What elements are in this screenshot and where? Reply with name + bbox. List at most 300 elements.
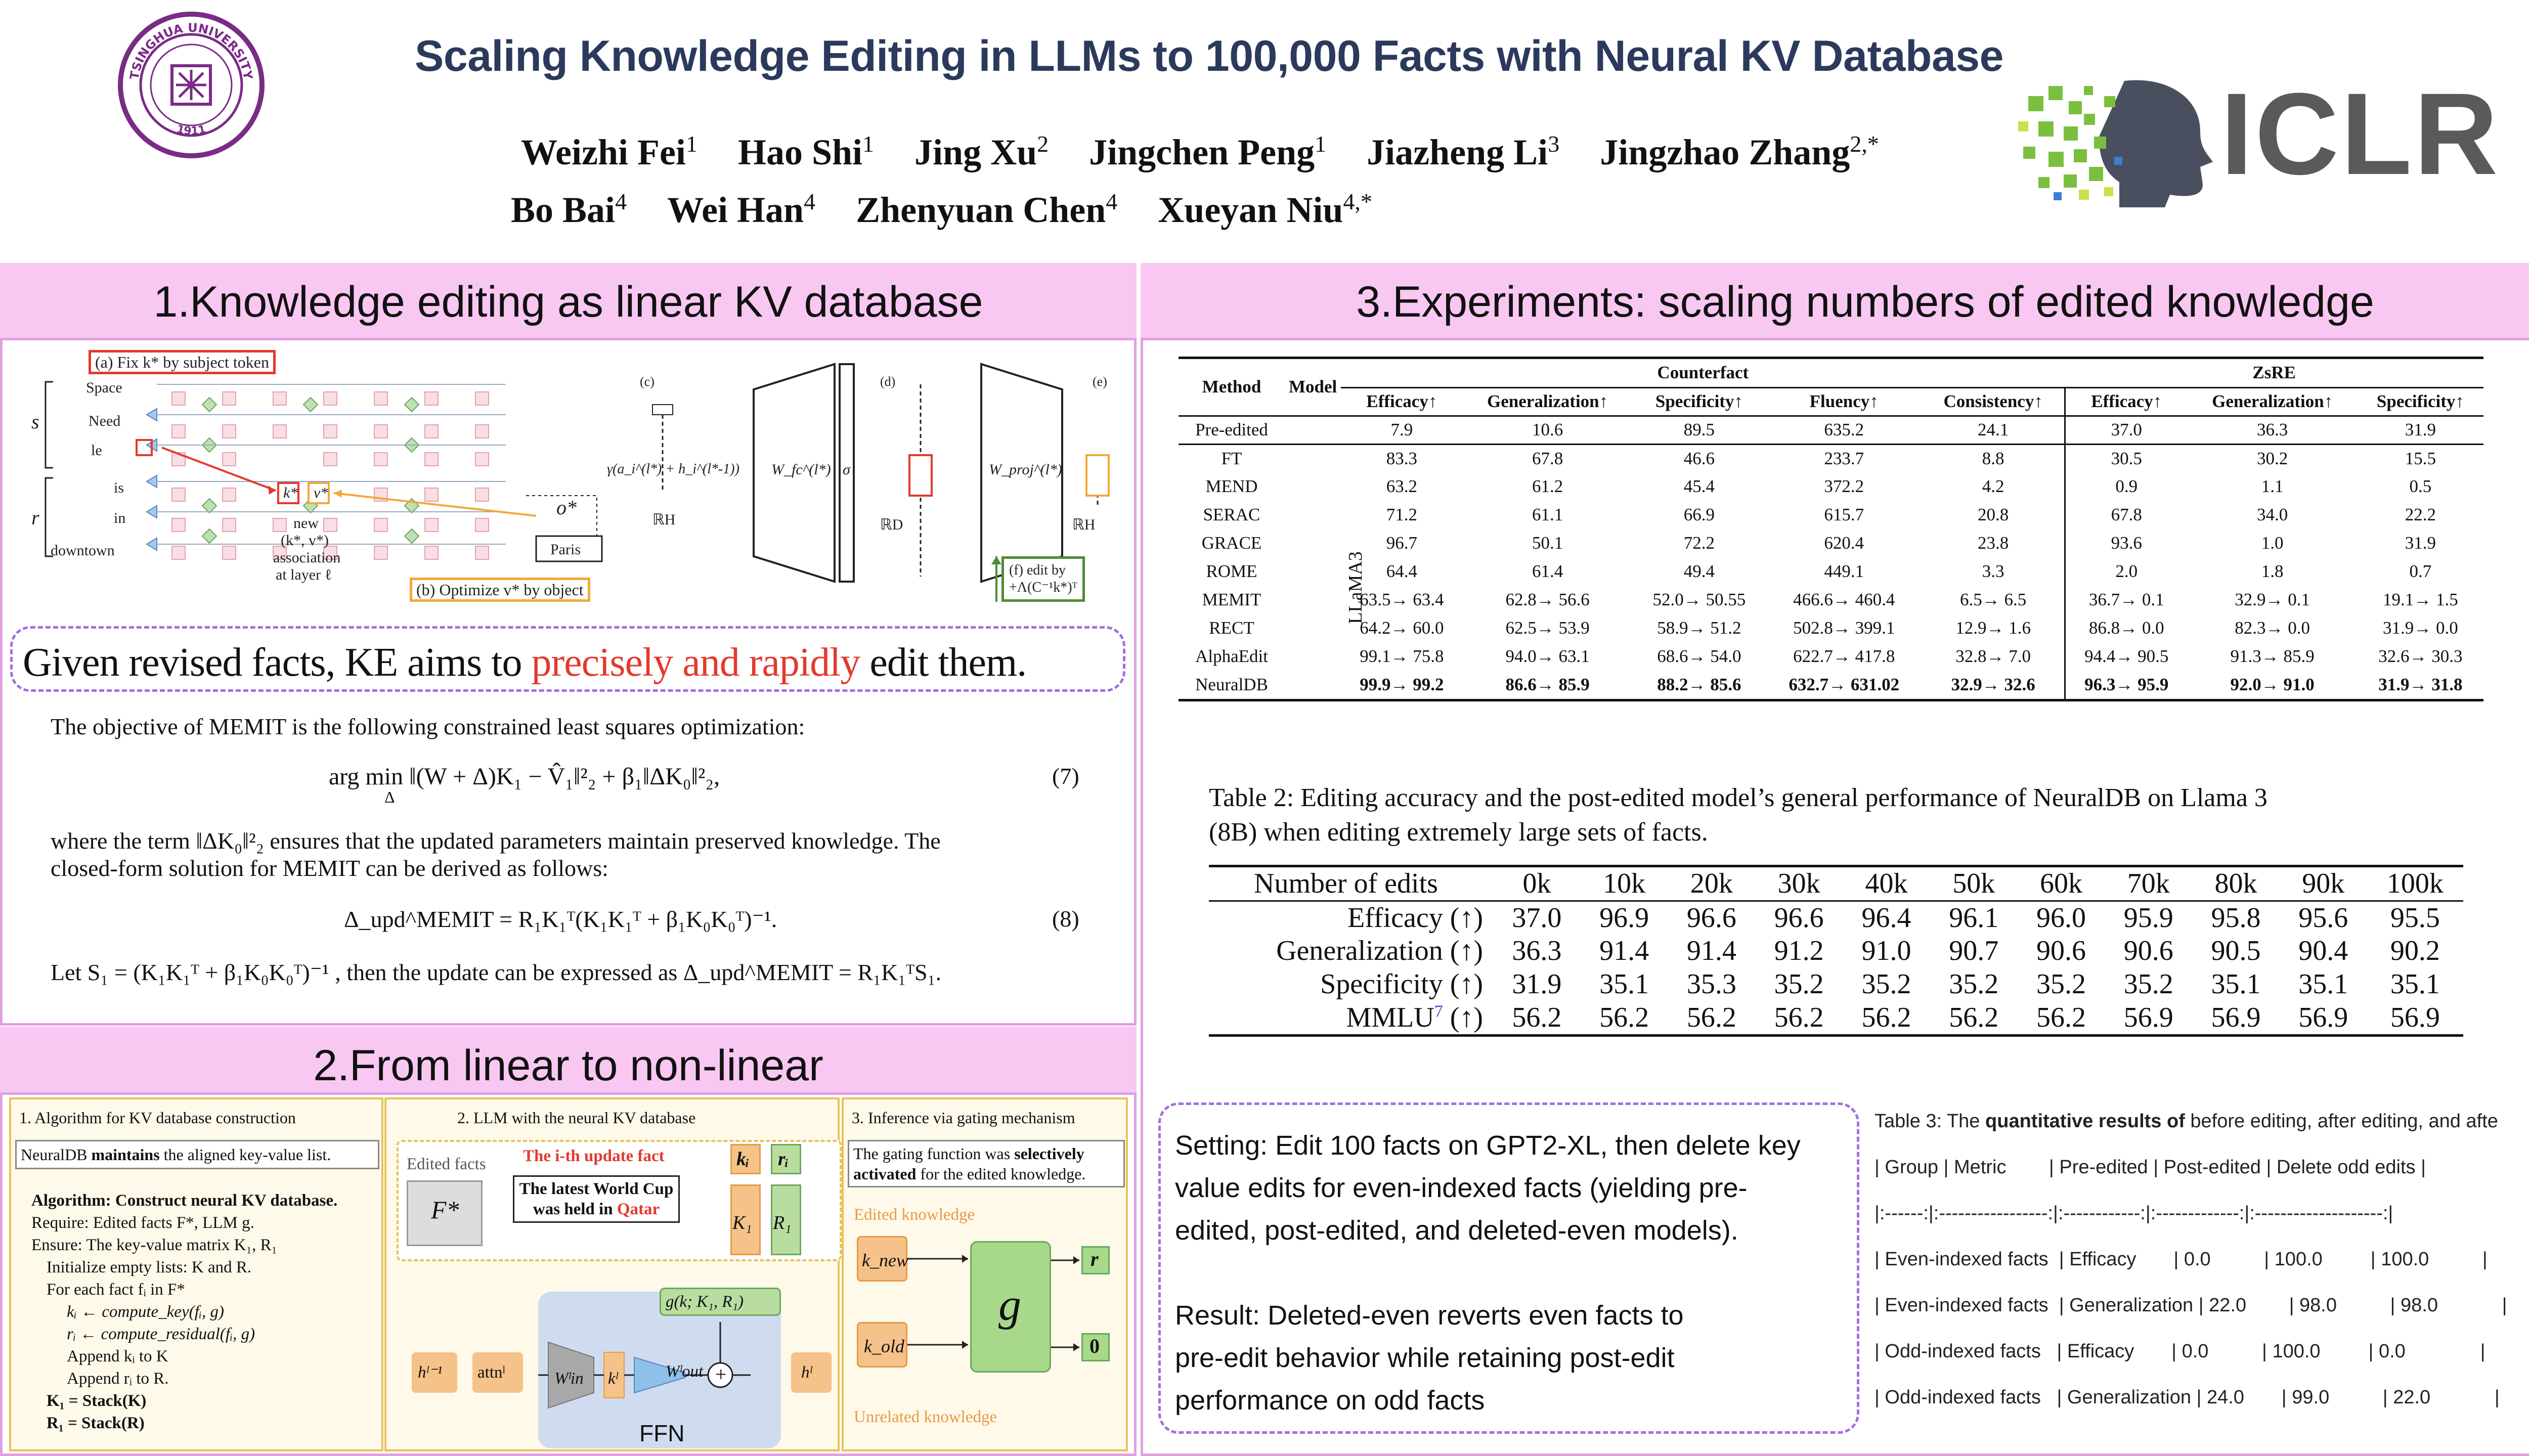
author-name-text: Jingzhao Zhang — [1600, 132, 1850, 172]
scale-row-label: MMLU$^7$ (↑) — [1346, 1002, 1483, 1033]
scale-table — [1209, 867, 2463, 1034]
value-cell: 94.0→ 63.1 — [1505, 646, 1590, 666]
value-cell: 0.7 — [2409, 561, 2432, 581]
value-cell: 30.2 — [2257, 448, 2288, 468]
edited-facts-label: Edited facts — [407, 1155, 486, 1173]
world-cup-box — [513, 1175, 680, 1223]
author-name-text: Jing Xu — [914, 132, 1037, 172]
zero-out-label: 0 — [1089, 1335, 1100, 1357]
value-cell: 615.7 — [1824, 505, 1864, 524]
value-cell: 64.2→ 60.0 — [1360, 618, 1444, 638]
scale-value-cell: 35.2 — [1861, 968, 1911, 1000]
author-name — [914, 132, 1049, 172]
r-out-label: r — [1091, 1248, 1099, 1270]
scale-value-cell: 90.6 — [2036, 935, 2086, 966]
fig-new-assoc: association — [273, 549, 341, 566]
scale-header-cell: 60k — [2039, 868, 2082, 900]
method-cell: NeuralDB — [1195, 675, 1268, 694]
author-name — [521, 132, 697, 172]
value-cell: 62.5→ 53.9 — [1505, 618, 1590, 638]
algorithm-line: Append rᵢ to R. — [67, 1370, 169, 1388]
fig-label-b: (b) Optimize v* by object — [410, 578, 590, 602]
table2-caption: Table 2: Editing accuracy and the post-edited model’s general performance of NeuralDB on Llama 3 — [1209, 783, 2268, 812]
table-row — [1179, 501, 2483, 529]
fig-k-star: k* — [283, 484, 298, 501]
value-cell: 82.3→ 0.0 — [2235, 618, 2310, 638]
fig-token: Space — [86, 379, 122, 396]
fig-label-c: (c) — [640, 374, 655, 389]
table3-line: | Even-indexed facts | Efficacy | 0.0 | 100.0 | 100.0 | — [1874, 1249, 2488, 1270]
model-cell — [1285, 614, 1341, 642]
value-cell: 7.9 — [1390, 420, 1413, 439]
scale-value-cell: 96.1 — [1949, 902, 1999, 934]
memit-paragraph: The objective of MEMIT is the following constrained least squares optimization: — [51, 714, 805, 739]
author-name-text: Wei Han — [667, 190, 804, 230]
value-cell: 6.5→ 6.5 — [1960, 590, 2027, 609]
method-cell: MEMIT — [1202, 590, 1261, 609]
scale-value-cell: 95.5 — [2390, 902, 2440, 934]
model-cell — [1285, 472, 1341, 501]
equation-7: arg min ‖(W + Δ)K₁ − V̂₁‖²₂ + β₁‖ΔK₀‖²₂, — [329, 763, 720, 790]
scale-row-label: Specificity (↑) — [1320, 968, 1483, 1000]
scale-header-cell: 70k — [2127, 868, 2170, 900]
fig-new-assoc: new — [293, 515, 319, 532]
results-table-wrap — [1179, 357, 2483, 701]
scale-value-cell: 35.2 — [2036, 968, 2086, 1000]
iclr-head-icon — [2018, 66, 2236, 207]
scale-row-label: Generalization (↑) — [1276, 935, 1483, 966]
author-name — [1367, 132, 1559, 172]
value-cell: 3.3 — [1982, 561, 2004, 581]
fig-label-f-line: +Λ(C⁻¹k*)ᵀ — [1009, 580, 1077, 595]
value-cell: 37.0 — [2065, 416, 2187, 444]
method-cell: GRACE — [1201, 533, 1262, 553]
table3-line: |:------:|:-----------------:|:------------:|:-------------:|:--------------------:| — [1874, 1203, 2393, 1224]
statement-highlight: precisely and rapidly — [531, 640, 860, 685]
gating-panel-title: 3. Inference via gating mechanism — [852, 1109, 1075, 1127]
section1-header — [0, 263, 1137, 339]
scale-value-cell: 56.2 — [1861, 1002, 1911, 1033]
maintains-post: the aligned key-value list. — [159, 1145, 331, 1164]
model-cell — [1285, 444, 1341, 472]
fig-token: le — [91, 442, 102, 459]
section3-title: 3.Experiments: scaling numbers of edited knowledge — [1356, 278, 2374, 326]
memit-paragraph: closed-form solution for MEMIT can be derived as follows: — [51, 855, 608, 881]
scale-header-cell: 40k — [1865, 868, 1908, 900]
algorithm-listing — [31, 1189, 337, 1434]
algorithm-panel — [9, 1097, 383, 1451]
table-row — [1179, 586, 2483, 614]
scale-value-cell: 56.2 — [1949, 1002, 1999, 1033]
author-affiliation: 1 — [1315, 131, 1327, 157]
value-cell: 31.9 — [2405, 533, 2436, 553]
author-name-text: Zhenyuan Chen — [856, 190, 1106, 230]
value-cell: 0.5 — [2409, 476, 2432, 496]
author-name-text: Xueyan Niu — [1158, 190, 1343, 230]
group-counterfact: Counterfact — [1341, 359, 2065, 387]
model-cell — [1285, 557, 1341, 586]
value-cell: 635.2 — [1824, 420, 1864, 439]
value-cell: 19.1→ 1.5 — [2383, 590, 2458, 609]
scale-row — [1209, 901, 2463, 934]
value-cell: 10.6 — [1532, 420, 1563, 439]
scale-header-cell: 80k — [2214, 868, 2257, 900]
col-method: Method — [1202, 377, 1261, 397]
setting-line: Setting: Edit 100 facts on GPT2-XL, then delete key — [1175, 1130, 1801, 1161]
world-cup-place: Qatar — [617, 1200, 660, 1218]
scale-header-cell: 30k — [1777, 868, 1820, 900]
value-cell: 12.9→ 1.6 — [1955, 618, 2031, 638]
value-cell: 0.9 — [2065, 472, 2187, 501]
algorithm-line: Algorithm: Construct neural KV database. — [31, 1192, 338, 1210]
fig-token: in — [114, 510, 126, 526]
table-row — [1179, 416, 2483, 444]
figure-memit — [10, 344, 1123, 627]
table-row — [1179, 472, 2483, 501]
algorithm-line: rᵢ ← compute_residual(fᵢ, g) — [67, 1325, 255, 1343]
iclr-wordmark: ICLR — [2220, 69, 2500, 199]
method-cell: Pre-edited — [1195, 420, 1268, 439]
author-affiliation: 3 — [1548, 131, 1560, 157]
table-row — [1179, 614, 2483, 642]
statement-text — [23, 640, 1026, 686]
value-cell: 49.4 — [1683, 561, 1715, 581]
scale-row — [1209, 1001, 2463, 1034]
table-subheader: Generalization↑ — [1487, 391, 1608, 411]
table3-title — [1874, 1111, 2529, 1132]
scale-value-cell: 90.2 — [2390, 935, 2440, 966]
algorithm-line: Append kᵢ to K — [67, 1347, 168, 1365]
maintains-box — [15, 1140, 379, 1169]
author-name-text: Jingchen Peng — [1089, 132, 1315, 172]
author-name — [1089, 132, 1326, 172]
scale-value-cell: 90.6 — [2123, 935, 2173, 966]
table-subheader: Specificity↑ — [2376, 391, 2464, 411]
table-subheader: Fluency↑ — [1809, 391, 1879, 411]
author-name-text: Weizhi Fei — [521, 132, 686, 172]
value-cell: 32.6→ 30.3 — [2378, 646, 2463, 666]
w-in-label: Wˡin — [554, 1370, 584, 1388]
value-cell: 89.5 — [1683, 420, 1715, 439]
scale-value-cell: 96.6 — [1774, 902, 1824, 934]
gating-desc-bold: selectively activated — [853, 1144, 1084, 1183]
value-cell: 632.7→ 631.02 — [1789, 675, 1900, 694]
value-cell: 4.2 — [1982, 476, 2004, 496]
k-i-label: kᵢ — [736, 1149, 750, 1170]
value-cell: 96.7 — [1386, 533, 1417, 553]
setting-text — [1175, 1124, 1801, 1422]
k-old-label: k_old — [864, 1336, 904, 1356]
scale-value-cell: 56.9 — [2390, 1002, 2440, 1033]
scale-value-cell: 35.2 — [2123, 968, 2173, 1000]
scale-value-cell: 56.9 — [2123, 1002, 2173, 1033]
r-i-label: rᵢ — [778, 1149, 789, 1170]
fig-r-h: ℝH — [1072, 516, 1096, 533]
world-cup-line: The latest World Cup — [519, 1180, 674, 1198]
table-row — [1179, 529, 2483, 557]
table3-title-post: before editing, after editing, and afte — [2185, 1111, 2498, 1132]
value-cell: 61.2 — [1532, 476, 1563, 496]
fig-o-star: o* — [556, 496, 577, 519]
value-cell: 20.8 — [1978, 505, 2009, 524]
scale-value-cell: 56.9 — [2211, 1002, 2261, 1033]
table3-line: | Odd-indexed facts | Efficacy | 0.0 | 100.0 | 0.0 | — [1874, 1341, 2486, 1362]
scale-value-cell: 96.4 — [1861, 902, 1911, 934]
scale-value-cell: 95.8 — [2211, 902, 2261, 934]
gating-arrows — [844, 1099, 1130, 1453]
author-affiliation: 4,* — [1343, 189, 1372, 214]
scale-value-cell: 37.0 — [1512, 902, 1562, 934]
model-label: LLaMA3 — [1345, 551, 1366, 624]
method-cell: RECT — [1209, 618, 1254, 638]
w-out-label: Wˡout — [666, 1362, 704, 1381]
table3-block — [1874, 1111, 2529, 1408]
h-prev-label: hˡ⁻¹ — [418, 1363, 443, 1382]
value-cell: 71.2 — [1386, 505, 1417, 524]
table2-caption: (8B) when editing extremely large sets of facts. — [1209, 818, 1708, 847]
model-cell — [1285, 529, 1341, 557]
value-cell: 31.9→ 0.0 — [2383, 618, 2458, 638]
table3-line: | Odd-indexed facts | Generalization | 24.0 | 99.0 | 22.0 | — [1874, 1387, 2500, 1408]
author-name — [511, 190, 627, 230]
scale-value-cell: 96.9 — [1599, 902, 1649, 934]
section1-title: 1.Knowledge editing as linear KV database — [153, 278, 983, 326]
value-cell: 99.1→ 75.8 — [1360, 646, 1444, 666]
fig-new-assoc: (k*, v*) — [281, 532, 329, 549]
scale-value-cell: 35.1 — [2211, 968, 2261, 1000]
fig-w-proj: W_proj^(l*) — [989, 461, 1062, 478]
method-cell: SERAC — [1203, 505, 1260, 524]
attn-label: attnˡ — [477, 1363, 505, 1382]
ffn-label: FFN — [639, 1420, 685, 1446]
value-cell: 32.9→ 32.6 — [1951, 675, 2035, 694]
setting-line: value edits for even-indexed facts (yielding pre- — [1175, 1173, 1748, 1203]
author-name — [1600, 132, 1879, 172]
memit-paragraph: Let S₁ = (K₁K₁ᵀ + β₁K₀K₀ᵀ)⁻¹ , then the update can be expressed as Δ_upd^MEMIT = R₁K₁ᵀS₁. — [51, 959, 942, 985]
edited-knowledge-label: Edited knowledge — [854, 1206, 975, 1224]
fig-new-assoc: at layer ℓ — [276, 566, 332, 583]
value-cell: 36.3 — [2257, 420, 2288, 439]
section2-header — [0, 1027, 1137, 1102]
author-affiliation: 2,* — [1850, 131, 1879, 157]
author-name — [738, 132, 874, 172]
scale-table-wrap — [1209, 865, 2463, 1037]
author-name-text: Jiazheng Li — [1367, 132, 1548, 172]
scale-value-cell: 35.1 — [2298, 968, 2348, 1000]
scale-value-cell: 56.9 — [2298, 1002, 2348, 1033]
llm-kv-panel — [384, 1097, 840, 1451]
poster-title: Scaling Knowledge Editing in LLMs to 100,000 Facts with Neural KV Database — [415, 32, 2003, 80]
scale-value-cell: 56.2 — [1774, 1002, 1824, 1033]
value-cell: 93.6 — [2065, 529, 2187, 557]
value-cell: 61.4 — [1532, 561, 1563, 581]
value-cell: 67.8 — [2065, 501, 2187, 529]
maintains-pre: NeuralDB — [21, 1145, 92, 1164]
value-cell: 96.3→ 95.9 — [2065, 671, 2187, 699]
logo-seal-text: TSINGHUA UNIVERSITY — [127, 20, 255, 81]
scale-value-cell: 91.4 — [1599, 935, 1649, 966]
fig-w-fc: W_fc^(l*) — [771, 461, 831, 478]
fig-label-d: (d) — [880, 374, 896, 389]
author-affiliation: 4 — [615, 189, 627, 214]
table-subheader: Specificity↑ — [1655, 391, 1743, 411]
value-cell: 83.3 — [1386, 448, 1417, 468]
setting-box — [1158, 1102, 1859, 1434]
value-cell: 46.6 — [1683, 448, 1715, 468]
author-affiliation: 4 — [804, 189, 816, 214]
tsinghua-logo — [115, 9, 267, 161]
table-row — [1179, 642, 2483, 671]
author-affiliation: 2 — [1037, 131, 1049, 157]
scale-value-cell: 91.4 — [1686, 935, 1736, 966]
value-cell: 31.9 — [2405, 420, 2436, 439]
value-cell: 1.8 — [2261, 561, 2284, 581]
h-l-label: hˡ — [801, 1363, 812, 1382]
fig-label-a: (a) Fix k* by subject token — [89, 350, 276, 374]
value-cell: 62.8→ 56.6 — [1505, 590, 1590, 609]
table-subheader: Consistency↑ — [1943, 391, 2043, 411]
scale-header-cell: 10k — [1603, 868, 1646, 900]
g-func-label: g(k; K₁, R₁) — [666, 1293, 744, 1311]
scale-value-cell: 56.2 — [1512, 1002, 1562, 1033]
value-cell: 68.6→ 54.0 — [1657, 646, 1741, 666]
model-cell — [1285, 586, 1341, 614]
value-cell: 61.1 — [1532, 505, 1563, 524]
table3-title-pre: Table 3: The — [1874, 1111, 1986, 1132]
f-star-label: F* — [431, 1196, 459, 1224]
equation-8: Δ_upd^MEMIT = R₁K₁ᵀ(K₁K₁ᵀ + β₁K₀K₀ᵀ)⁻¹. — [344, 906, 777, 932]
value-cell: 15.5 — [2405, 448, 2436, 468]
plus-label: + — [715, 1363, 727, 1386]
algorithm-line: Require: Edited facts F*, LLM g. — [31, 1214, 254, 1232]
equation-7-number: (7) — [1052, 763, 1079, 789]
author-name-text: Hao Shi — [737, 132, 863, 172]
K1-label: K₁ — [732, 1212, 752, 1233]
value-cell: 30.5 — [2065, 444, 2187, 472]
algorithm-line: For each fact fᵢ in F* — [47, 1281, 185, 1299]
value-cell: 86.8→ 0.0 — [2065, 614, 2187, 642]
value-cell: 1.0 — [2261, 533, 2284, 553]
table3-line: | Even-indexed facts | Generalization | 22.0 | 98.0 | 98.0 | — [1874, 1295, 2507, 1316]
table3-title-bold: quantitative results of — [1985, 1111, 2185, 1132]
setting-line: performance on odd facts — [1175, 1385, 1485, 1416]
table3-line: | Group | Metric | Pre-edited | Post-edited | Delete odd edits | — [1874, 1157, 2426, 1178]
table-subheader: Efficacy↑ — [2065, 387, 2187, 416]
authors-line-2 — [511, 188, 1413, 231]
table-subheader: Generalization↑ — [2212, 391, 2333, 411]
value-cell: 36.7→ 0.1 — [2065, 586, 2187, 614]
mmlu-footnote: 7 — [1434, 1002, 1443, 1021]
author-name — [667, 190, 815, 230]
algorithm-line: Initialize empty lists: K and R. — [47, 1258, 252, 1276]
value-cell: 72.2 — [1683, 533, 1715, 553]
method-cell: AlphaEdit — [1195, 646, 1268, 666]
g-label: g — [998, 1280, 1021, 1330]
value-cell: 63.2 — [1386, 476, 1417, 496]
world-cup-line-pre: was held in — [533, 1200, 617, 1218]
scale-header-cell: 90k — [2302, 868, 2345, 900]
value-cell: 86.6→ 85.9 — [1505, 675, 1590, 694]
statement-box — [10, 626, 1125, 692]
scale-value-cell: 35.1 — [1599, 968, 1649, 1000]
table-subheader: Efficacy↑ — [1366, 391, 1437, 411]
algorithm-panel-title: 1. Algorithm for KV database construction — [19, 1109, 296, 1127]
fig-label-f-line: (f) edit by — [1009, 562, 1066, 578]
scale-value-cell: 35.2 — [1949, 968, 1999, 1000]
scale-value-cell: 35.2 — [1774, 968, 1824, 1000]
value-cell: 2.0 — [2065, 557, 2187, 586]
col-model: Model — [1289, 377, 1337, 397]
statement-post: edit them. — [860, 640, 1027, 685]
maintains-bold: maintains — [91, 1145, 160, 1164]
value-cell: 620.4 — [1824, 533, 1864, 553]
value-cell: 92.0→ 91.0 — [2230, 675, 2315, 694]
algorithm-line: R₁ = Stack(R) — [47, 1414, 145, 1432]
scale-value-cell: 95.6 — [2298, 902, 2348, 934]
ith-update-label: The i-th update fact — [523, 1147, 665, 1165]
k-new-label: k_new — [862, 1250, 908, 1270]
section3-header — [1141, 263, 2529, 339]
author-affiliation: 1 — [685, 131, 697, 157]
value-cell: 50.1 — [1532, 533, 1563, 553]
value-cell: 67.8 — [1532, 448, 1563, 468]
scale-value-cell: 36.3 — [1512, 935, 1562, 966]
scale-header-cell: 0k — [1522, 868, 1551, 900]
value-cell: 24.1 — [1978, 420, 2009, 439]
author-affiliation: 4 — [1106, 189, 1118, 214]
algorithm-line: K₁ = Stack(K) — [47, 1392, 147, 1410]
value-cell: 233.7 — [1824, 448, 1864, 468]
scale-row — [1209, 934, 2463, 967]
scale-value-cell: 96.0 — [2036, 902, 2086, 934]
equation-8-number: (8) — [1052, 906, 1079, 932]
value-cell: 94.4→ 90.5 — [2065, 642, 2187, 671]
world-cup-line — [516, 1199, 676, 1219]
gating-desc-post: for the edited knowledge. — [916, 1165, 1086, 1183]
value-cell: 63.5→ 63.4 — [1360, 590, 1444, 609]
scale-value-cell: 95.9 — [2123, 902, 2173, 934]
scale-value-cell: 31.9 — [1512, 968, 1562, 1000]
fig-token: downtown — [51, 542, 115, 559]
fig-r-label: r — [31, 506, 39, 529]
scale-value-cell: 35.3 — [1686, 968, 1736, 1000]
llm-panel-title: 2. LLM with the neural KV database — [457, 1109, 696, 1127]
fig-r-h: ℝH — [652, 511, 676, 528]
setting-line: edited, post-edited, and deleted-even models). — [1175, 1215, 1738, 1246]
value-cell: 8.8 — [1982, 448, 2004, 468]
scale-value-cell: 91.0 — [1861, 935, 1911, 966]
model-cell — [1285, 671, 1341, 699]
value-cell: 466.6→ 460.4 — [1793, 590, 1895, 609]
scale-value-cell: 35.1 — [2390, 968, 2440, 1000]
results-table — [1179, 359, 2483, 699]
table3-lines — [1874, 1157, 2529, 1408]
setting-line: pre-edit behavior while retaining post-edit — [1175, 1343, 1675, 1373]
fig-label-f — [1001, 556, 1085, 602]
iclr-logo — [2018, 66, 2514, 207]
author-name-text: Bo Bai — [511, 190, 616, 230]
setting-line: Result: Deleted-even reverts even facts to — [1175, 1300, 1684, 1331]
method-cell: ROME — [1206, 561, 1257, 581]
fig-paris: Paris — [550, 541, 581, 558]
group-zsre: ZsRE — [2065, 359, 2483, 387]
value-cell: 58.9→ 51.2 — [1657, 618, 1741, 638]
value-cell: 23.8 — [1978, 533, 2009, 553]
model-cell — [1285, 416, 1341, 444]
fig-r-d: ℝD — [880, 516, 903, 533]
value-cell: 91.3→ 85.9 — [2230, 646, 2315, 666]
value-cell: 99.9→ 99.2 — [1360, 675, 1444, 694]
